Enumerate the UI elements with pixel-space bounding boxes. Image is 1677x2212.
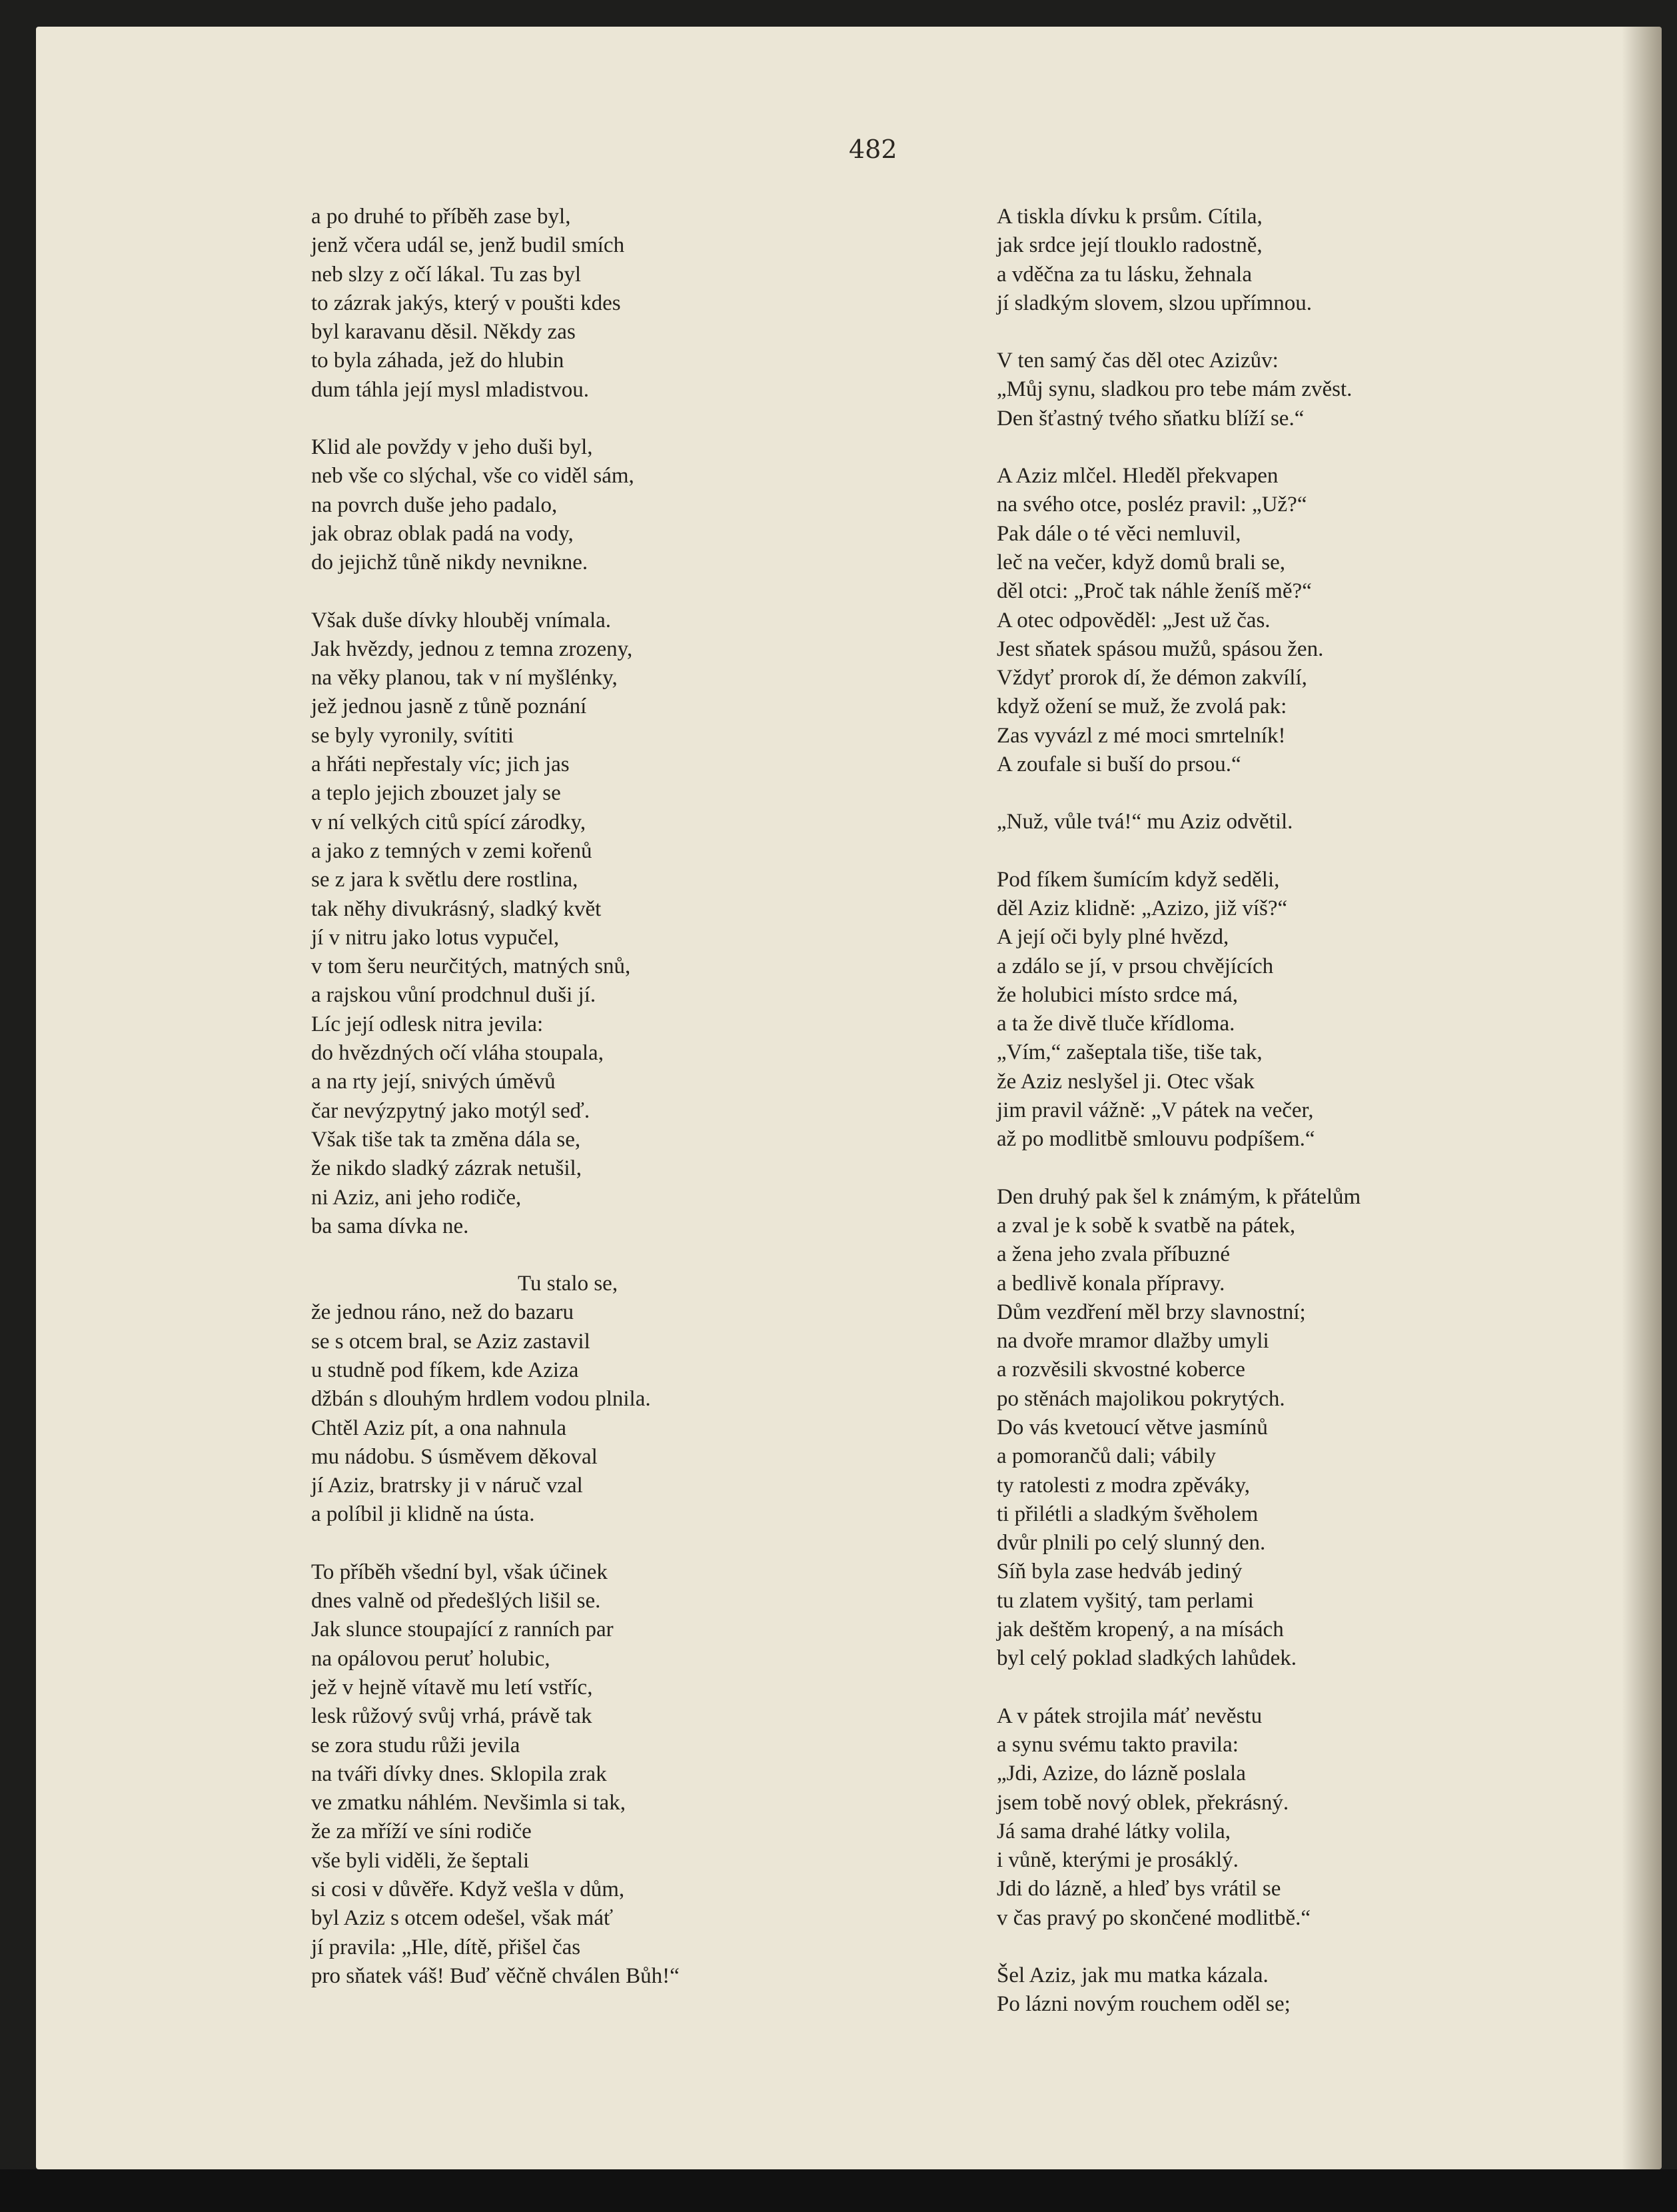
verse-line: že za mříží ve síni rodiče [311,1819,532,1844]
verse-line: byl Aziz s otcem odešel, však máť [311,1906,614,1931]
verse-line: A otec odpověděl: „Jest už čas. [997,608,1271,632]
stanza [997,866,1361,1154]
verse-line: jež jednou jasně z tůně poznání [311,694,587,719]
verse-line: A zoufale si buší do prsou.“ [997,752,1241,777]
verse-line: Vždyť prorok dí, že démon zakvílí, [997,666,1307,690]
verse-line: Šel Aziz, jak mu matka kázala. [997,1963,1269,1988]
verse-line: dum táhla její mysl mladistvou. [311,377,590,402]
verse-line: Chtěl Aziz pít, a ona nahnula [311,1416,567,1440]
verse-line: „Jdi, Azize, do lázně poslala [997,1761,1246,1786]
right-text-column [997,203,1361,2048]
verse-line: na svého otce, posléz pravil: „Už?“ [997,493,1307,517]
verse-line: na povrch duše jeho padalo, [311,493,558,517]
verse-line: Však tiše tak ta změna dála se, [311,1127,581,1152]
stanza [997,462,1361,779]
verse-line: jenž včera udál se, jenž budil smích [311,233,625,258]
verse-line: byl celý poklad sladkých lahůdek. [997,1646,1297,1671]
verse-line: a po druhé to příběh zase byl, [311,205,571,229]
verse-line: a teplo jejich zbouzet jaly se [311,781,561,806]
verse-line: jak deštěm kropený, a na mísách [997,1618,1284,1642]
verse-line: a jako z temných v zemi kořenů [311,838,592,863]
verse-line: Však duše dívky hlouběj vnímala. [311,608,612,632]
verse-line: Den druhý pak šel k známým, k přátelům [997,1184,1361,1209]
verse-line: děl Aziz klidně: „Azizo, již víš?“ [997,896,1288,920]
verse-line: Jak slunce stoupající z ranních par [311,1618,614,1642]
verse-line: To příběh všední byl, však účinek [311,1560,608,1584]
book-page [36,27,1662,2169]
verse-line: se byly vyronily, svítiti [311,723,514,748]
verse-line: jsem tobě nový oblek, překrásný. [997,1790,1289,1815]
verse-line: že nikdo sladký zázrak netušil, [311,1156,582,1181]
verse-line: A Aziz mlčel. Hleděl překvapen [997,464,1279,489]
verse-line: Líc její odlesk nitra jevila: [311,1012,544,1036]
verse-line: se zora studu růži jevila [311,1733,520,1757]
stanza [311,203,680,405]
verse-line: a ta že divě tluče křídloma. [997,1012,1235,1036]
verse-line: se s otcem bral, se Aziz zastavil [311,1329,590,1354]
verse-line: neb vše co slýchal, vše co viděl sám, [311,464,634,489]
page-edge-shadow [1622,27,1662,2169]
verse-line: jim pravil vážně: „V pátek na večer, [997,1098,1314,1123]
verse-line: do jejichž tůně nikdy nevnikne. [311,551,588,575]
verse-line: a synu svému takto pravila: [997,1732,1239,1757]
stanza [997,347,1361,433]
stanza [311,1558,680,1991]
verse-line: u studně pod fíkem, kde Aziza [311,1358,579,1382]
verse-line: a vděčna za tu lásku, žehnala [997,262,1252,287]
verse-line: a políbil ji klidně na ústa. [311,1502,535,1527]
verse-line: Klid ale povždy v jeho duši byl, [311,435,593,460]
verse-line: vše byli viděli, že šeptali [311,1848,530,1873]
left-text-column [311,203,680,2019]
verse-line: mu nádobu. S úsměvem děkoval [311,1444,598,1469]
verse-line: že holubici místo srdce má, [997,982,1238,1007]
verse-line: A v pátek strojila máť nevěstu [997,1703,1263,1728]
verse-line: na dvoře mramor dlažby umyli [997,1329,1269,1354]
verse-line: tak něhy divukrásný, sladký květ [311,896,602,921]
verse-line: v ní velkých citů spící zárodky, [311,810,586,834]
verse-line: na věky planou, tak v ní myšlénky, [311,666,618,690]
verse-line: pro sňatek váš! Buď věčně chválen Bůh!“ [311,1963,680,1988]
verse-line: jí sladkým slovem, slzou upřímnou. [997,291,1312,315]
verse-line: až po modlitbě smlouvu podpíšem.“ [997,1127,1315,1152]
verse-line: se z jara k světlu dere rostlina, [311,868,578,892]
verse-line: děl otci: „Proč tak náhle ženíš mě?“ [997,579,1312,604]
verse-line: Já sama drahé látky volila, [997,1819,1231,1843]
stanza [997,203,1361,318]
verse-line: Zas vyvázl z mé moci smrtelník! [997,723,1286,748]
verse-line: Jdi do lázně, a hleď bys vrátil se [997,1877,1281,1901]
verse-line: Do vás kvetoucí větve jasmínů [997,1415,1268,1440]
verse-line: ti přilétli a sladkým švěholem [997,1502,1259,1526]
verse-line: ty ratolesti z modra zpěváky, [997,1473,1250,1498]
verse-line: tu zlatem vyšitý, tam perlami [997,1588,1254,1613]
verse-line: jak obraz oblak padá na vody, [311,521,574,546]
verse-line: a na rty její, snivých úměvů [311,1070,556,1094]
stanza [311,433,680,577]
verse-line: dnes valně od předešlých lišil se. [311,1589,601,1614]
verse-line: lesk růžový svůj vrhá, právě tak [311,1704,592,1729]
verse-line: na tváři dívky dnes. Sklopila zrak [311,1761,607,1786]
verse-line: a zdálo se jí, v prsou chvějících [997,954,1274,978]
verse-line: Tu stalo se, [518,1272,618,1296]
page-number: 482 [849,135,897,164]
stanza [997,808,1361,836]
verse-line: a zval je k sobě k svatbě na pátek, [997,1213,1296,1238]
verse-line: neb slzy z očí lákal. Tu zas byl [311,262,582,287]
verse-line: Pak dále o té věci nemluvil, [997,521,1241,546]
verse-line: jí Aziz, bratrsky ji v náruč vzal [311,1474,583,1498]
verse-line: „Nuž, vůle tvá!“ mu Aziz odvětil. [997,810,1293,834]
verse-line: to byla záhada, jež do hlubin [311,349,564,373]
verse-line: „Můj synu, sladkou pro tebe mám zvěst. [997,377,1353,402]
verse-line: i vůně, kterými je prosáklý. [997,1848,1239,1873]
verse-line: ni Aziz, ani jeho rodiče, [311,1185,522,1210]
verse-line: Den šťastný tvého sňatku blíží se.“ [997,406,1305,431]
verse-line: jí v nitru jako lotus vypučel, [311,925,560,950]
verse-line: Dům vezdření měl brzy slavnostní; [997,1300,1306,1324]
verse-line: a rozvěsili skvostné koberce [997,1358,1245,1382]
verse-line: a žena jeho zvala příbuzné [997,1242,1230,1267]
scan-background [0,2169,1677,2212]
verse-line: A tiskla dívku k prsům. Cítila, [997,205,1263,229]
verse-line: Síň byla zase hedváb jediný [997,1560,1243,1584]
verse-line: ba sama dívka ne. [311,1214,469,1238]
verse-line: a pomorančů dali; vábily [997,1444,1216,1469]
verse-line: na opálovou peruť holubic, [311,1646,550,1671]
verse-line: když ožení se muž, že zvolá pak: [997,694,1287,719]
verse-line: že Aziz neslyšel ji. Otec však [997,1069,1255,1094]
verse-line: si cosi v důvěře. Když vešla v dům, [311,1877,625,1902]
stanza [997,1961,1361,2019]
verse-line: to zázrak jakýs, který v poušti kdes [311,291,621,315]
verse-line: A její oči byly plné hvězd, [997,925,1229,950]
verse-line: „Vím,“ zašeptala tiše, tiše tak, [997,1040,1263,1065]
verse-line: v tom šeru neurčitých, matných snů, [311,954,631,979]
verse-line: a rajskou vůní prodchnul duši jí. [311,983,596,1008]
verse-line: a hřáti nepřestaly víc; jich jas [311,752,570,777]
verse-line: v čas pravý po skončené modlitbě.“ [997,1905,1311,1930]
verse-line: a bedlivě konala přípravy. [997,1271,1225,1296]
verse-line: ve zmatku náhlém. Nevšimla si tak, [311,1791,626,1815]
verse-line: že jednou ráno, než do bazaru [311,1300,574,1325]
verse-line: byl karavanu děsil. Někdy zas [311,320,576,345]
verse-line: po stěnách majolikou pokrytých. [997,1386,1285,1411]
verse-line: dvůr plnili po celý slunný den. [997,1531,1266,1556]
stanza [997,1183,1361,1673]
verse-line: džbán s dlouhým hrdlem vodou plnila. [311,1387,651,1412]
stanza [997,1702,1361,1933]
verse-line: leč na večer, když domů brali se, [997,550,1285,574]
verse-line: jak srdce její tlouklo radostně, [997,233,1263,258]
verse-line: jež v hejně vítavě mu letí vstříc, [311,1675,593,1699]
stanza [311,1270,680,1530]
verse-line: Jest sňatek spásou mužů, spásou žen. [997,636,1324,661]
verse-line: čar nevýzpytný jako motýl seď. [311,1098,590,1123]
verse-line: Jak hvězdy, jednou z temna zrozeny, [311,636,633,661]
verse-line: V ten samý čas děl otec Azizův: [997,349,1279,373]
verse-line: jí pravila: „Hle, dítě, přišel čas [311,1935,581,1959]
verse-line: Pod fíkem šumícím když seděli, [997,867,1280,892]
stanza [311,606,680,1242]
verse-line: do hvězdných očí vláha stoupala, [311,1041,604,1066]
verse-line: Po lázni novým rouchem oděl se; [997,1992,1291,2017]
